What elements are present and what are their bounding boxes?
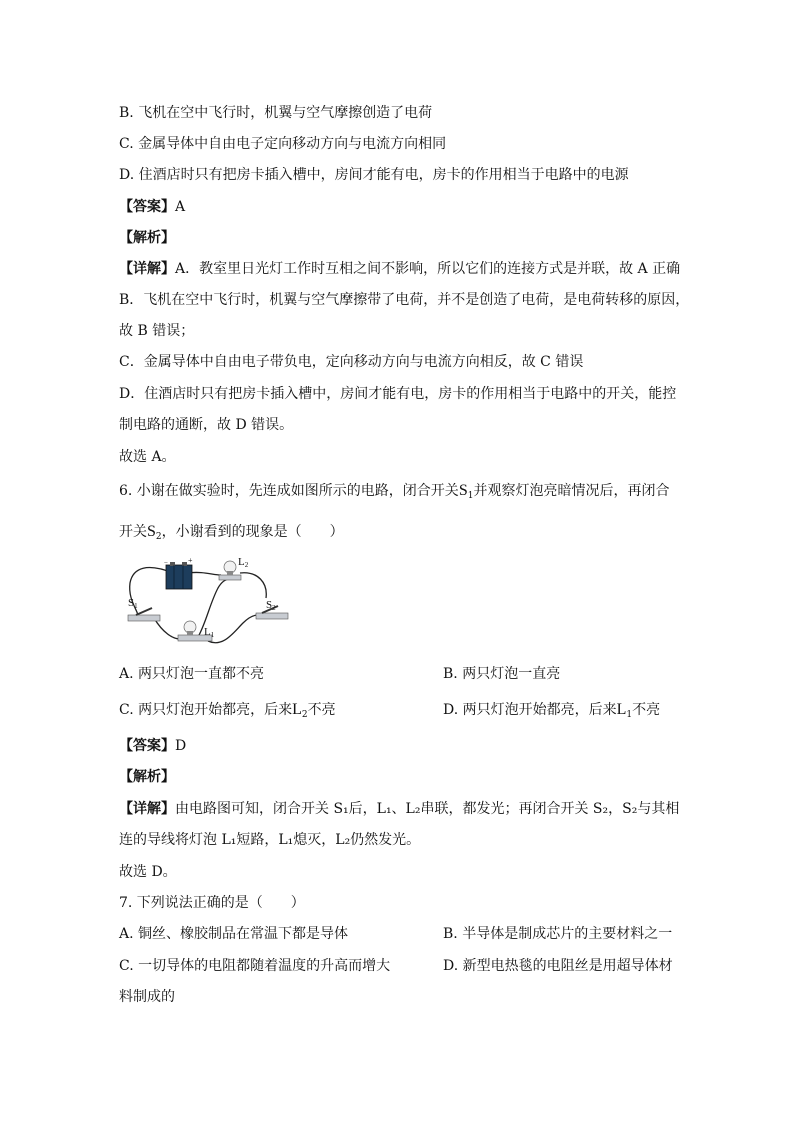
q5-option-b: B. 飞机在空中飞行时，机翼与空气摩擦创造了电荷 bbox=[119, 105, 433, 121]
detail-text: 由电路图可知，闭合开关 S₁后，L₁、L₂串联，都发光；再闭合开关 S₂，S₂与其相 bbox=[175, 801, 680, 817]
q6-detail-1 bbox=[119, 799, 679, 819]
switch-s1-icon bbox=[128, 608, 160, 621]
q6-stem-line1 bbox=[119, 481, 669, 506]
q6-stem1-symbol: S bbox=[458, 482, 468, 499]
detail-label: 【详解】 bbox=[119, 801, 175, 817]
q5-detail-d1: D．住酒店时只有把房卡插入槽中，房间才能有电，房卡的作用相当于电路中的开关，能控 bbox=[119, 386, 677, 402]
q6-option-c-sub: 2 bbox=[301, 710, 308, 720]
q6-detail-2: 连的导线将灯泡 L₁短路，L₁熄灭，L₂仍然发光。 bbox=[119, 832, 421, 848]
label-s2: S2 bbox=[266, 599, 276, 612]
q6-option-a: A. 两只灯泡一直都不亮 bbox=[119, 666, 265, 682]
q5-detail-b2: 故 B 错误； bbox=[119, 323, 195, 339]
q7-option-c: C. 一切导体的电阻都随着温度的升高而增大 bbox=[119, 958, 391, 974]
q6-option-b: B. 两只灯泡一直亮 bbox=[443, 666, 561, 682]
q6-stem2-symbol: S bbox=[147, 523, 156, 540]
q5-detail-a bbox=[119, 259, 680, 279]
q7-option-d-line1: D. 新型电热毯的电阻丝是用超导体材 bbox=[443, 958, 673, 974]
q6-option-c-symbol: L bbox=[292, 701, 302, 718]
q5-detail-c: C．金属导体中自由电子带负电，定向移动方向与电流方向相反，故 C 错误 bbox=[119, 354, 584, 370]
battery-plus: + bbox=[188, 556, 193, 565]
q6-option-d-text: D. 两只灯泡开始都亮，后来 bbox=[443, 702, 617, 718]
detail-text: A．教室里日光灯工作时互相之间不影响，所以它们的连接方式是并联，故 A 正确 bbox=[175, 261, 681, 277]
q5-option-d: D. 住酒店时只有把房卡插入槽中，房间才能有电，房卡的作用相当于电路中的电源 bbox=[119, 167, 629, 183]
q5-analysis-label: 【解析】 bbox=[119, 230, 175, 246]
q6-option-d-text-b: 不亮 bbox=[632, 702, 661, 718]
q7-option-b: B. 半导体是制成芯片的主要材料之一 bbox=[443, 926, 673, 942]
wire-l1-to-s2 bbox=[208, 615, 258, 643]
wire-l1-to-l2 bbox=[198, 579, 230, 637]
q7-stem: 7. 下列说法正确的是（ ） bbox=[119, 895, 305, 911]
battery-minus: − bbox=[164, 559, 168, 567]
q6-stem2-sub: 2 bbox=[155, 532, 162, 542]
q6-stem2-text: 开关 bbox=[119, 524, 147, 540]
q5-detail-b1: B．飞机在空中飞行时，机翼与空气摩擦带了电荷，并不是创造了电荷，是电荷转移的原因， bbox=[119, 292, 690, 308]
q6-option-d-sub: 1 bbox=[626, 710, 633, 720]
detail-label: 【详解】 bbox=[119, 261, 175, 277]
q7-option-a: A. 铜丝、橡胶制品在常温下都是导体 bbox=[119, 926, 349, 942]
answer-label: 【答案】 bbox=[119, 199, 175, 215]
q6-option-c-text: C. 两只灯泡开始都亮，后来 bbox=[119, 702, 293, 718]
answer-label: 【答案】 bbox=[119, 738, 175, 754]
label-s1: S1 bbox=[128, 597, 138, 610]
q6-stem-line2 bbox=[119, 522, 344, 547]
q5-choose: 故选 A。 bbox=[119, 449, 176, 465]
wire-battery-to-l2 bbox=[188, 572, 221, 575]
q5-detail-d2: 制电路的通断，故 D 错误。 bbox=[119, 417, 294, 433]
answer-value: A bbox=[175, 199, 186, 215]
q6-stem1-sub: 1 bbox=[467, 491, 474, 501]
q5-answer bbox=[119, 197, 185, 217]
q6-answer bbox=[119, 736, 186, 756]
q6-option-d-symbol: L bbox=[616, 701, 627, 718]
q5-option-c: C. 金属导体中自由电子定向移动方向与电流方向相同 bbox=[119, 136, 447, 152]
q6-stem2-text-b: ，小谢看到的现象是（ ） bbox=[161, 524, 344, 540]
q6-stem1-text: 6. 小谢在做实验时，先连成如图所示的电路，闭合开关 bbox=[119, 483, 459, 499]
battery-icon bbox=[164, 556, 193, 589]
q7-option-d-line2: 料制成的 bbox=[119, 989, 175, 1005]
q6-analysis-label: 【解析】 bbox=[119, 769, 175, 785]
q6-option-c-text-b: 不亮 bbox=[307, 702, 336, 718]
wire-l2-to-s2 bbox=[240, 573, 266, 598]
q6-choose: 故选 D。 bbox=[119, 864, 177, 880]
label-l2: L2 bbox=[238, 556, 249, 569]
q6-option-c bbox=[119, 700, 336, 725]
answer-value: D bbox=[175, 738, 187, 754]
label-l1: L1 bbox=[204, 626, 215, 639]
q6-stem1-text-b: 并观察灯泡亮暗情况后，再闭合 bbox=[473, 483, 670, 499]
circuit-diagram bbox=[118, 553, 303, 653]
q6-option-d bbox=[443, 700, 660, 725]
